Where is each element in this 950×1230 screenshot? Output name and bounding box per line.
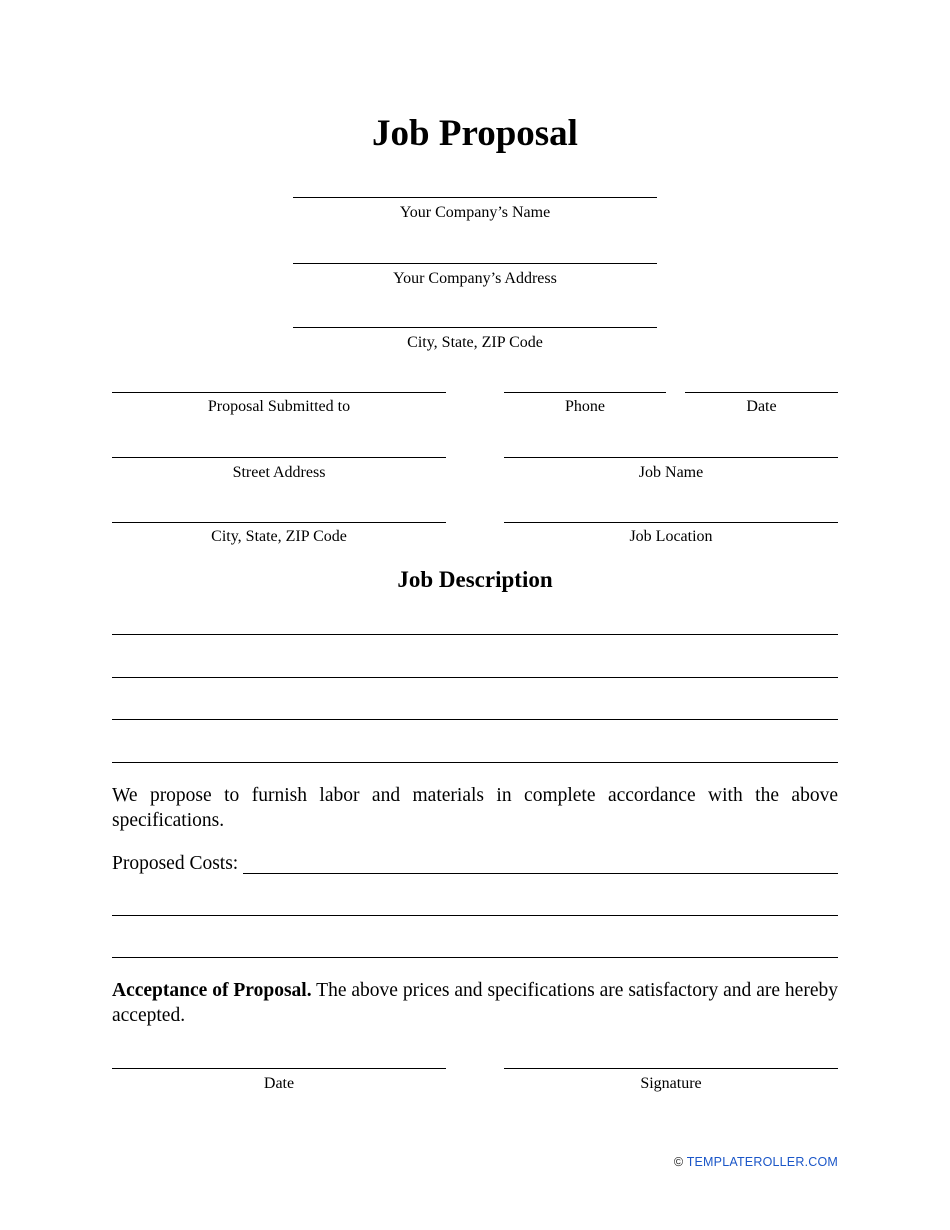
client-city-line[interactable] [112, 522, 446, 523]
submitted-to-label: Proposal Submitted to [207, 398, 351, 415]
proposed-costs-label: Proposed Costs: [112, 853, 239, 874]
costs-extra-line[interactable] [112, 957, 838, 958]
phone-line[interactable] [504, 392, 666, 393]
date-line[interactable] [685, 392, 838, 393]
company-name-line[interactable] [293, 197, 657, 198]
document-title: Job Proposal [372, 113, 578, 154]
company-city-line[interactable] [293, 327, 657, 328]
company-city-label: City, State, ZIP Code [407, 334, 543, 351]
acceptance-date-line[interactable] [112, 1068, 446, 1069]
signature-line[interactable] [504, 1068, 838, 1069]
acceptance-paragraph [112, 978, 838, 1028]
job-description-heading: Job Description [397, 567, 553, 592]
company-address-line[interactable] [293, 263, 657, 264]
job-location-line[interactable] [504, 522, 838, 523]
street-address-line[interactable] [112, 457, 446, 458]
job-name-line[interactable] [504, 457, 838, 458]
phone-label: Phone [565, 398, 605, 415]
costs-extra-line[interactable] [112, 915, 838, 916]
description-line[interactable] [112, 677, 838, 678]
company-name-label: Your Company’s Name [399, 204, 551, 221]
job-location-label: Job Location [629, 528, 713, 545]
acceptance-text: The above prices and specifications are satisfactory and are hereby accepted. [112, 980, 838, 1026]
footer-credit [674, 1155, 838, 1169]
client-city-label: City, State, ZIP Code [211, 528, 347, 545]
job-name-label: Job Name [638, 464, 704, 481]
acceptance-date-label: Date [263, 1075, 295, 1092]
description-line[interactable] [112, 634, 838, 635]
description-line[interactable] [112, 719, 838, 720]
description-line[interactable] [112, 762, 838, 763]
date-label: Date [746, 398, 777, 415]
company-address-label: Your Company’s Address [393, 270, 557, 287]
proposal-statement: We propose to furnish labor and materials in complete accordance with the above specifications. [112, 785, 838, 831]
signature-label: Signature [640, 1075, 702, 1092]
footer-site-link[interactable]: TEMPLATEROLLER.COM [686, 1155, 838, 1169]
street-address-label: Street Address [232, 464, 326, 481]
proposed-costs-line[interactable] [243, 873, 838, 874]
acceptance-heading: Acceptance of Proposal. [112, 980, 312, 1001]
copyright-symbol: © [673, 1155, 684, 1169]
submitted-to-line[interactable] [112, 392, 446, 393]
